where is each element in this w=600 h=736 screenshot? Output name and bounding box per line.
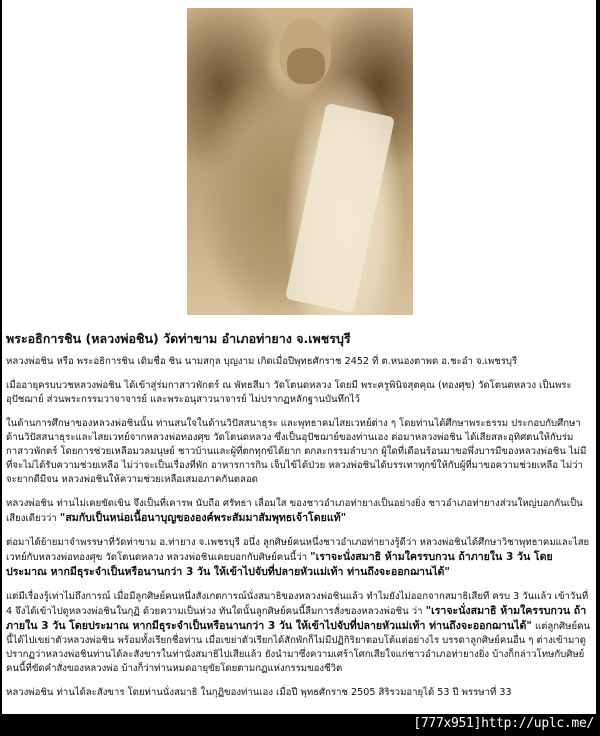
article-body	[6, 330, 592, 710]
instruction-text: ต่อมาได้ย้ายมาจำพรรษาที่วัดท่าขาม อ.ท่ายาง จ.เพชรบุรี อนึ่ง ลูกศิษย์คนหนึ่งชาวอำเภอท่ายางรู้ดีว่า หลวงพ่อชินได้ศึกษาวิชาพุทธาคมและไสยเวทย์กับหลวงพ่อทองศุข วัดโตนดหลวง หลวงพ่อชินเคยบอกกับศิษย์คนนี้ว่า	[6, 537, 590, 563]
passing-text-b: แต่ลูกศิษย์คนนี้ได้ไปเขย่าตัวหลวงพ่อชิน พร้อมทั้งเรียกชื่อท่าน เมื่อเขย่าตัวเรียกได้สักพักก็ไม่มีปฏิกิริยาตอบโต้แต่อย่างไร บรรดาลูกศิษย์คนอื่น ๆ ต่างเข้ามาดูปรากฏว่าหลวงพ่อชินท่านได้ละสังขารในท่านั่งสมาธิไปเสียแล้ว ยังนำมาซึ่งความเศร้าโศกเสียใจแก่ชาวอำเภอท่ายางยิ่ง บ้างก็กล่าวโทษกับศิษย์คนนี้ที่ขัดคำสั่งของหลวงพ่อ บ้างก็ว่าท่านหมดอายุขัยโดยตามกฏแห่งกรรมของชีวิต	[6, 621, 591, 674]
monk-photo	[187, 8, 413, 315]
article-title: พระอธิการชิน (หลวงพ่อชิน) วัดท่าขาม อำเภอท่ายาง จ.เพชรบุรี	[6, 331, 351, 346]
reverence-quote: "สมกับเป็นหน่อเนื้อนาบุญขององค์พระสัมมาสัมพุทธเจ้าโดยแท้"	[59, 512, 347, 524]
watermark: [777x951]http://uplc.me/	[413, 716, 594, 731]
page-frame	[2, 0, 596, 714]
passing-quote: "เราจะนั่งสมาธิ ห้ามใครรบกวน ถ้าภายใน 3 วัน โดยประมาณ หากมีธุระจำเป็นหรือนานกว่า 3 วัน ให้เข้าไปจับที่ปลายหัวแม่เท้า ท่านถึงจะออกฌานได้"	[6, 605, 587, 632]
passing-text-a: แต่มีเรื่องรู้เท่าไม่ถึงการณ์ เมื่อมีลูกศิษย์คนหนึ่งสังเกตการณ์นั่งสมาธิของหลวงพ่อชินแล้ว ทำไมยังไม่ออกจากสมาธิเสียที ครบ 3 วันแล้ว เข้าวันที่ 4 จึงได้เข้าไปดูหลวงพ่อชินในกุฏิ ด้วยความเป็นห่วง ทันใดนั้นลูกศิษย์คนนี้ลืมการสั่งของหลวงพ่อชิน ว่า	[6, 591, 589, 617]
paragraph-passing	[6, 590, 592, 676]
reverence-text: หลวงพ่อชิน ท่านไม่เคยขัดเขิน จึงเป็นที่เคารพ นับถือ ศรัทธา เลื่อมใส ของชาวอำเภอท่ายางเป็นอย่างยิ่ง ชาวอำเภอท่ายางส่วนใหญ่บอกกันเป็นเสียงเดียวว่า	[6, 498, 583, 524]
paragraph-education: ในด้านการศึกษาของหลวงพ่อชินนั้น ท่านสนใจในด้านวิปัสสนาธุระ และพุทธาคมไสยเวทย์ต่าง ๆ โดยท่านได้ศึกษาพระธรรม ประกอบกับศึกษาด้านวิปัสสนาธุระและไสยเวทย์จากหลวงพ่อทองศุข วัดโตนดหลวง ซึ่งเป็นอุปัชฌาย์ของท่านเอง ต่อมาหลวงพ่อชิน ได้เสียสละอุทิศตนให้กับร่มกาสาวพักตร์ โดยการช่วยเหลือมวลมนุษย์ ชาวบ้านและผู้ที่ตกทุกข์ได้ยาก ตกละกรรมลำบาก ผู้ใดที่เดือนร้อนมาขอพึ่งบารมีของหลวงพ่อชิน ไม่มีที่จะไม่ได้รับความช่วยเหลือ ไม่ว่าจะเป็นเรื่องที่พัก อาหารการกิน เจ็บไข้ได้ป่วย หลวงพ่อชินได้บรรเทาทุกข์ให้กับผู้ที่มาขอความช่วยเหลือ ไม่ว่าจะยากดีมีจน หลวงพ่อชินให้ความช่วยเหลือเสมอภาคกันตลอด	[6, 418, 587, 485]
paragraph-instruction	[6, 536, 592, 580]
paragraph-ordination: เมื่ออายุครบบวชหลวงพ่อชิน ได้เข้าสู่ร่มกาสาวพักตร์ ณ พัทธสีมา วัดโตนดหลวง โดยมี พระครูพินิจสุตคุณ (ทองศุข) วัดโตนดหลวง เป็นพระอุปัชฌาย์ ส่วนพระกรรมวาจาจารย์ และพระอนุสาวนาจารย์ ไม่ปรากฏหลักฐานบันทึกไว้	[6, 380, 572, 405]
paragraph-birth: หลวงพ่อชิน หรือ พระอธิการชิน เดิมชื่อ ชิน นามสกุล บุญงาม เกิดเมื่อปีพุทธศักราช 2452 ที่ ต.หนองตาพด อ.ชะอำ จ.เพชรบุรี	[6, 356, 518, 367]
photo-robe-shape	[285, 103, 395, 313]
photo-face-shape	[287, 48, 325, 84]
paragraph-death-date: หลวงพ่อชิน ท่านได้ละสังขาร โดยท่านนั่งสมาธิ ในกุฏิของท่านเอง เมื่อปี พุทธศักราช 2505 สิริรวมอายุได้ 53 ปี พรรษาที่ 33	[6, 687, 512, 698]
paragraph-reverence	[6, 497, 592, 526]
instruction-quote: "เราจะนั่งสมาธิ ห้ามใครรบกวน ถ้าภายใน 3 วัน โดยประมาณ หากมีธุระจำเป็นหรือนานกว่า 3 วัน ให้เข้าไปจับที่ปลายหัวแม่เท้า ท่านถึงจะออกฌานได้"	[6, 551, 553, 578]
